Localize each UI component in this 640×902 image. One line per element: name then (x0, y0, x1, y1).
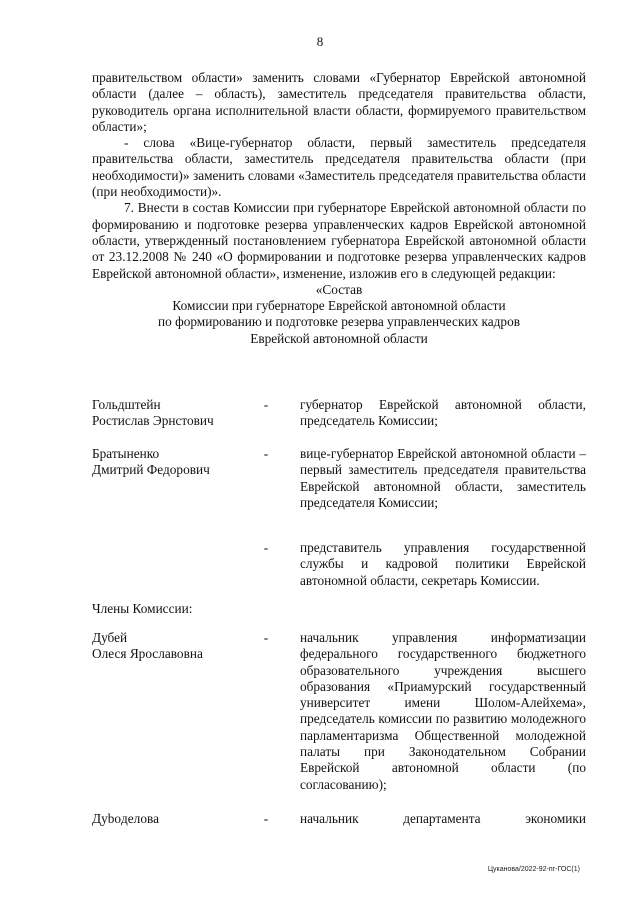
heading-line-3: по формированию и подготовке резерва управленческих кадров (157, 314, 520, 330)
paragraph-2: - слова «Вице-губернатор области, первый заместитель председателя правительства области, заместитель председателя правительства области (при необходимости)» заменить словами «Заместитель председателя правительства области (при необходимости)». (92, 135, 586, 200)
member-role: начальник департамента экономики (300, 811, 586, 826)
intro-text (92, 70, 586, 347)
member-dash: - (263, 446, 269, 461)
member-name: Дуboделова (92, 811, 159, 826)
heading-line-2: Комиссии при губернаторе Еврейской автономной области (172, 298, 506, 314)
member-role: начальник управления информатизации федерального государственного бюджетного образовательного учреждения высшего образования «Приамурский государственный университет имени Шолом-Алейхема», председатель комиссии по развитию молодежного парламентаризма Общественной молодежной палаты при Законодательном Собрании Еврейской автономной области (по согласованию); (300, 630, 586, 792)
heading-line-4: Еврейской автономной области (250, 330, 428, 346)
member-dash: - (263, 540, 269, 555)
page-number: 8 (316, 34, 324, 49)
document-code: Цуканова/2022-92-пг-ГОС(1) (487, 866, 580, 873)
members-label: Члены Комиссии: (92, 601, 193, 616)
member-name: Дубей Олеся Ярославовна (92, 630, 203, 662)
paragraph-1: правительством области» заменить словами «Губернатор Еврейской автономной области (далее – область), заместитель председателя правительства области, руководитель органа исполнительной власти области, формируемого правительством области»; (92, 70, 586, 134)
member-role: губернатор Еврейской автономной области, председатель Комиссии; (300, 397, 586, 429)
member-dash: - (263, 397, 269, 412)
heading-line-1: «Состав (315, 281, 363, 297)
member-name: Гольдштейн Ростислав Эрнстович (92, 397, 214, 429)
member-role: вице-губернатор Еврейской автономной области – первый заместитель председателя правительства Еврейской автономной области, заместитель председателя Комиссии; (300, 446, 586, 510)
member-dash: - (263, 811, 269, 826)
member-role: представитель управления государственной службы и кадровой политики Еврейской автономной области, секретарь Комиссии. (300, 540, 586, 588)
paragraph-3: 7. Внести в состав Комиссии при губернаторе Еврейской автономной области по формированию и подготовке резерва управленческих кадров Еврейской автономной области, утвержденный постановлением губернатора Еврейской автономной области от 23.12.2008 № 240 «О формировании и подготовке резерва управленческих кадров Еврейской автономной области», изменение, изложив его в следующей редакции: (92, 200, 586, 281)
member-dash: - (263, 630, 269, 645)
member-name: Братыненко Дмитрий Федорович (92, 446, 210, 478)
